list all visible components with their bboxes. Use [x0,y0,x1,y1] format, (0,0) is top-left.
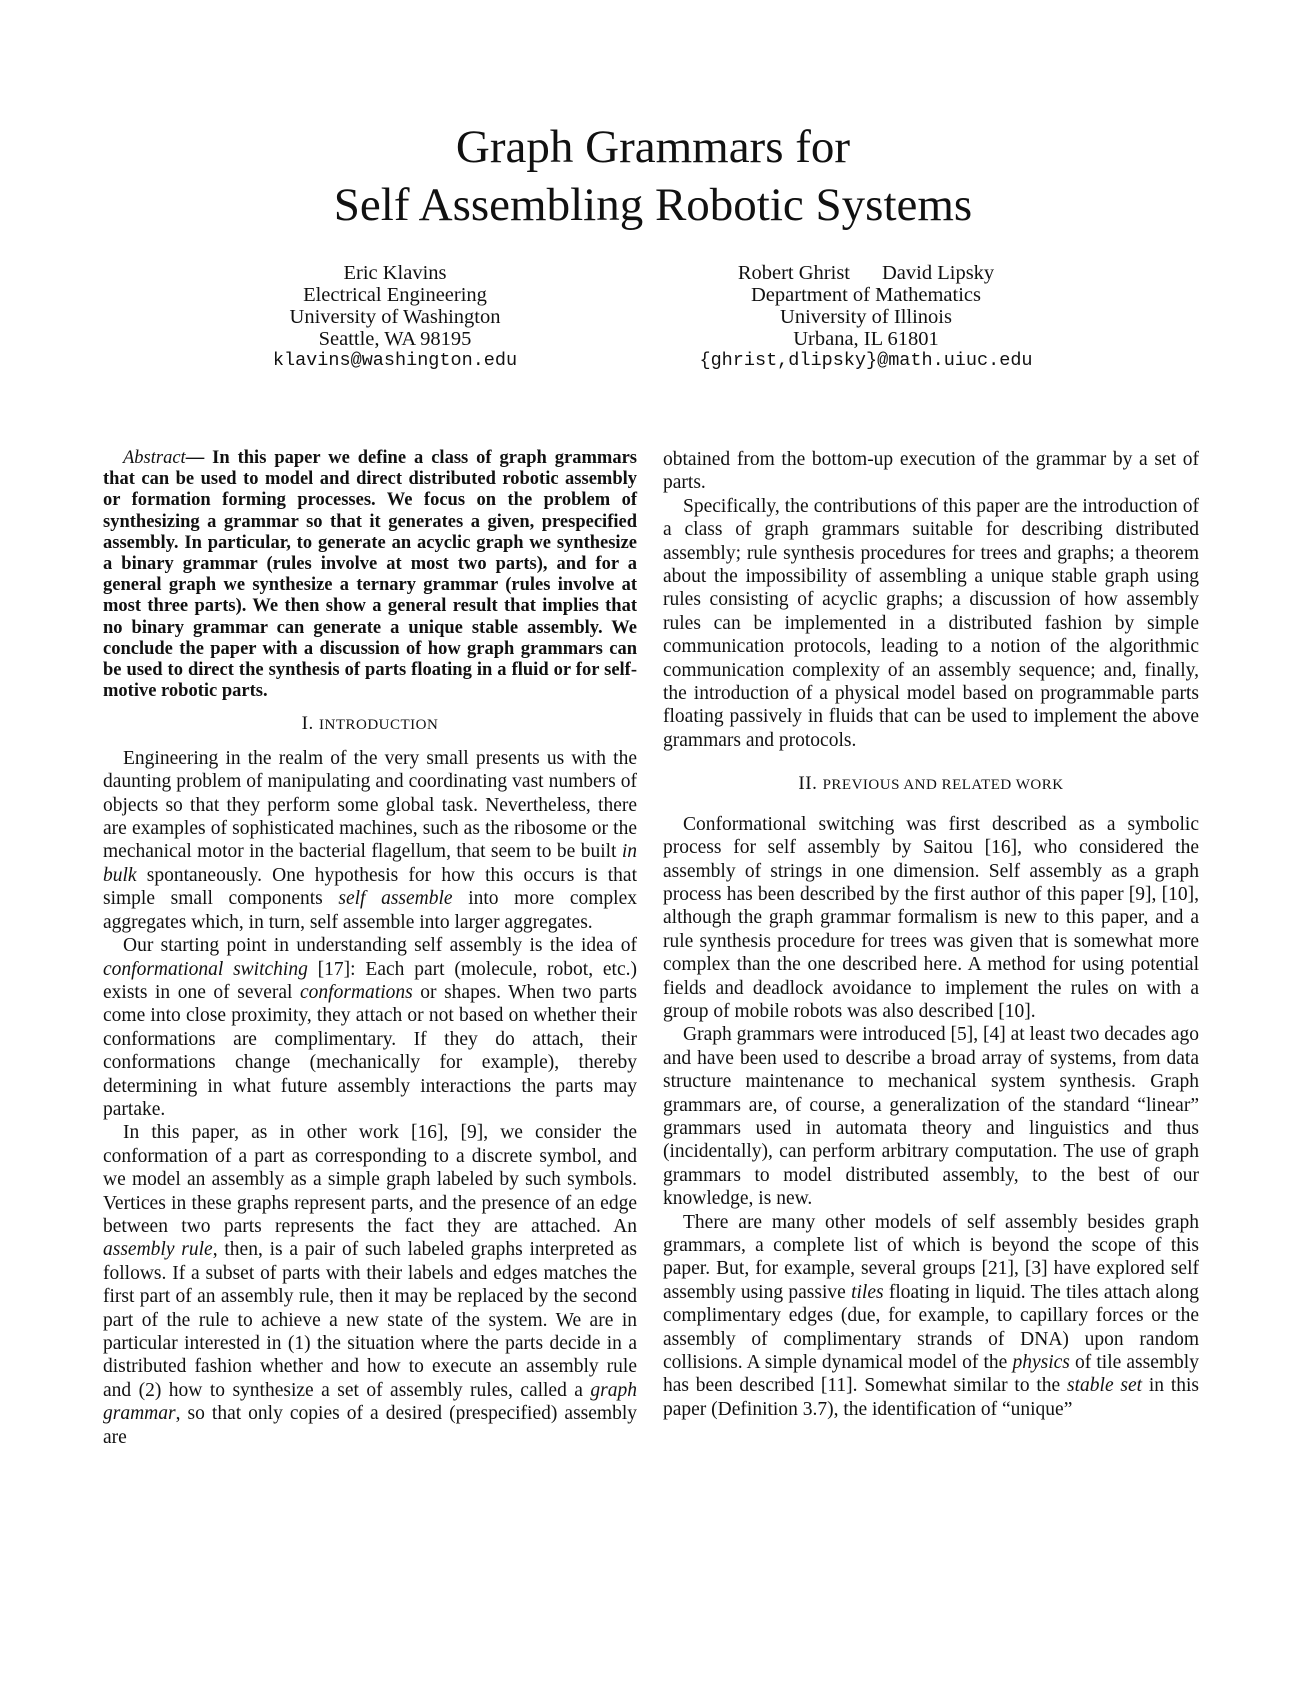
section-heading-related-work [663,772,1199,797]
emphasis: conformational switching [103,958,308,980]
author-block-klavins [250,262,540,372]
text-run: or shapes. When two parts come into close proximity, they attach or not based on whether their conformations are complimentary. If they do attach, their conformations change (mechanically for example), thereby determining in what future assembly interactions the parts may partake. [103,981,638,1120]
related-paragraph-2: Graph grammars were introduced [5], [4] at least two decades ago and have been used to describe a broad array of systems, from data structure maintenance to mechanical system synthesis. Graph grammars are, of course, a generalization of the standard “linear” grammars used in automata theory and linguistics and thus (incidentally), can perform arbitrary computation. The use of graph grammars to model distributed assembly, to the best of our knowledge, is new. [663,1024,1199,1210]
author-email: klavins@washington.edu [272,350,518,371]
section-title: INTRODUCTION [319,717,439,734]
author-name-lipsky: David Lipsky [882,262,995,284]
author-name-ghrist: Robert Ghrist [737,262,850,284]
emphasis: assembly rule [103,1239,213,1261]
related-paragraph-1: Conformational switching was first described as a symbolic process for self assembly by Saitou [16], who considered the assembly of strings in one dimension. Self assembly as a graph process has been described by the first author of this paper [9], [10], although the graph grammar formalism is new to this paper, and a rule synthesis procedure for trees was given that is somewhat more complex than the one described here. A method for using potential fields and deadlock avoidance to implement the rules on with a group of mobile robots was also described [10]. [663,813,1199,1022]
author-city: Seattle, WA 98195 [318,328,472,350]
author-email: {ghrist,dlipsky}@math.uiuc.edu [699,350,1033,371]
emphasis: self assemble [338,888,453,910]
emphasis: physics [1012,1352,1070,1374]
intro-paragraph-2 [103,934,637,1121]
text-run: in this paper (Definition 3.7), the identification of “unique” [663,1375,1199,1420]
author-names [660,262,1072,284]
intro-continuation: obtained from the bottom-up execution of the grammar by a set of parts. [663,449,1199,494]
text-run: [17]: Each part (molecule, robot, etc.) exists in one of several [103,958,638,1003]
author-university: University of Washington [289,306,501,328]
text-run: Our starting point in understanding self assembly is the idea of [123,935,637,957]
emphasis: graph grammar [103,1379,637,1425]
text-run: floating in liquid. The tiles attach along complimentary edges (due, for example, to capillary forces or the assembly of complimentary strands of DNA) upon random collisions. A simple dynamical model of the [663,1281,1199,1374]
abstract-label: Abstract [123,448,186,468]
abstract-text: — In this paper we define a class of graph grammars that can be used to model and direct distributed robotic assembly or formation forming processes. We focus on the problem of synthesizing a grammar so that it generates a given, prespecified assembly. In particular, to generate an acyclic graph we synthesize a binary grammar (rules involve at most two parts), and for a general graph we synthesize a ternary grammar (rules involve at most three parts). We then show a general result that implies that no binary grammar can generate a unique stable assembly. We conclude the paper with a discussion of how graph grammars can be used to direct the synthesis of parts floating in a fluid or for self-motive robotic parts. [103,448,637,702]
intro-paragraph-3 [103,1121,637,1449]
section-heading-introduction [103,712,637,737]
text-run: In this paper, as in other work [16], [9], we consider the conformation of a part as corresponding to a discrete symbol, and we model an assembly as a simple graph labeled by such symbols. Vertices in these graphs represent parts, and the presence of an edge between two parts represents the fact they are attached. An [103,1122,637,1237]
contributions-paragraph: Specifically, the contributions of this paper are the introduction of a class of graph grammars suitable for describing distributed assembly; rule synthesis procedures for trees and graphs; a theorem about the impossibility of assembling a unique stable graph using rules consisting of acyclic graphs; a discussion of how assembly rules can be implemented in a distributed fashion by simple communication protocols, leading to a notion of the algorithmic communication complexity of an assembly sequence; and, finally, the introduction of a physical model based on programmable parts floating passively in fluids that can be used to implement the above grammars and protocols. [663,495,1199,751]
text-run: There are many other models of self assembly besides graph grammars, a complete list of which is beyond the scope of this paper. But, for example, several groups [21], [3] have explored self assembly using passive [663,1211,1199,1303]
text-run: of tile assembly has been described [11]. Somewhat similar to the [663,1352,1199,1397]
title-line-1: Graph Grammars for [455,121,851,173]
section-numeral: I. [301,713,314,735]
author-department: Electrical Engineering [303,284,487,306]
left-column [103,448,637,1449]
intro-paragraph-1 [103,747,637,934]
section-title: PREVIOUS AND RELATED WORK [822,777,1064,794]
emphasis: tiles [851,1281,884,1303]
text-run: into more complex aggregates which, in turn, self assemble into larger aggregates. [103,888,637,933]
author-name: Eric Klavins [343,262,447,284]
author-city: Urbana, IL 61801 [793,328,939,350]
author-block-ghrist-lipsky [660,262,1072,372]
related-paragraph-3 [663,1211,1199,1422]
text-run: Engineering in the realm of the very small presents us with the daunting problem of manipulating and coordinating vast numbers of objects so that they perform some global task. Nevertheless, there are examples of sophisticated machines, such as the ribosome or the mechanical motor in the bacterial flagellum, that seem to be built [103,747,637,863]
emphasis: conformations [300,981,413,1003]
author-department: Department of Mathematics [751,284,981,306]
paper-title [0,118,1306,234]
title-line-2: Self Assembling Robotic Systems [333,179,973,231]
text-run: , then, is a pair of such labeled graphs interpreted as follows. If a subset of parts with their labels and edges matches the first part of an assembly rule, then it may be replaced by the second part of the rule to achieve a new state of the system. We are in particular interested in (1) the situation where the parts decide in a distributed fashion whether and how to execute an assembly rule and (2) how to synthesize a set of assembly rules, called a [103,1239,637,1401]
text-run: , so that only copies of a desired (prespecified) assembly are [103,1403,637,1448]
author-university: University of Illinois [780,306,952,328]
section-numeral: II. [798,773,818,795]
emphasis: in bulk [103,841,637,886]
emphasis: stable set [1067,1375,1143,1397]
text-run: spontaneously. One hypothesis for how this occurs is that simple small components [103,864,637,910]
right-column [663,448,1199,1421]
abstract [103,448,637,702]
